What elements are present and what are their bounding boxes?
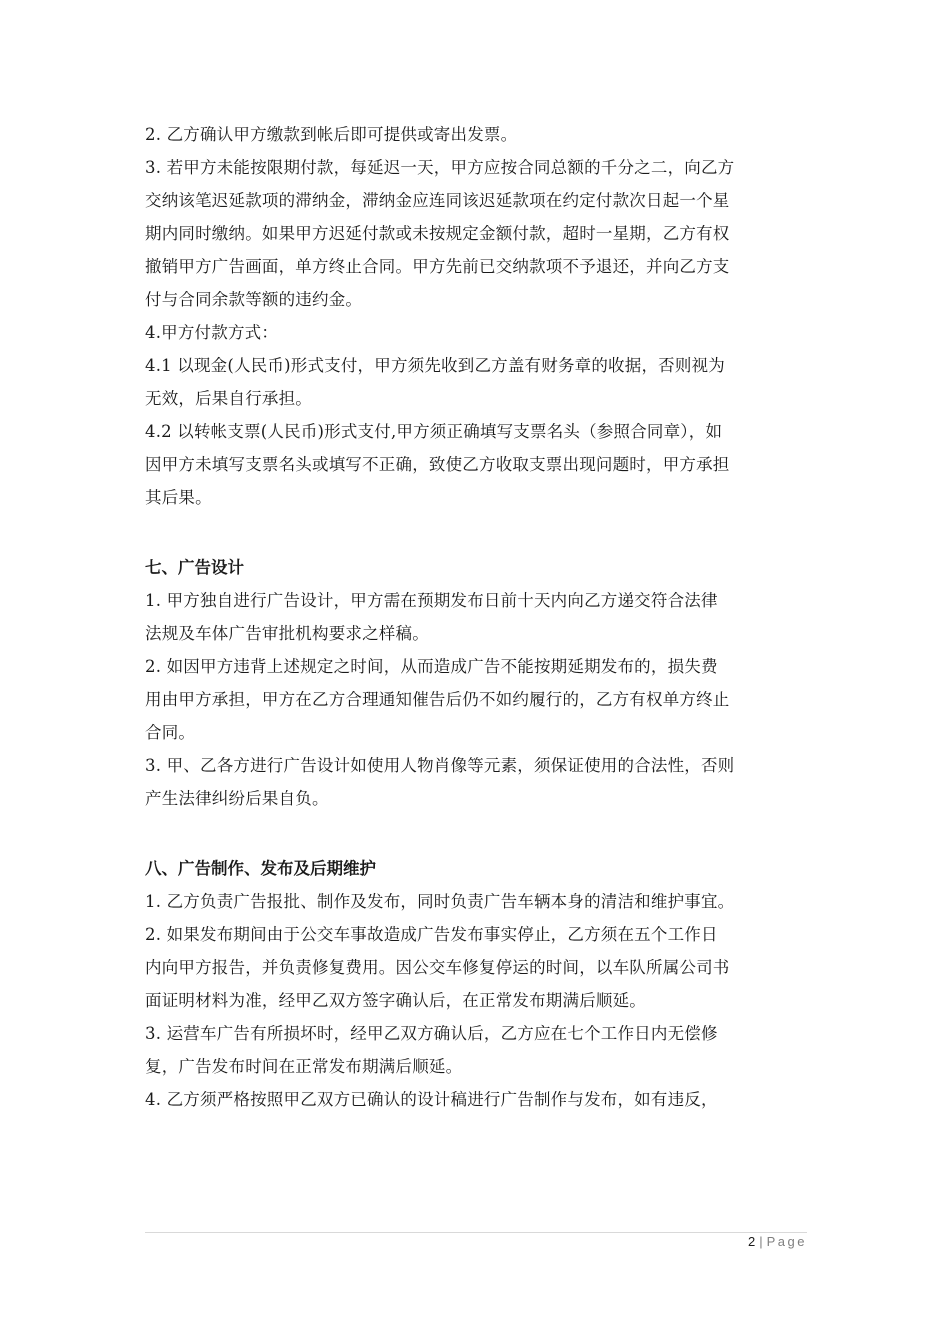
text-line: 合同。	[145, 723, 196, 742]
text-line: 交纳该笔迟延款项的滞纳金，滞纳金应连同该迟延款项在约定付款次日起一个星	[145, 191, 730, 210]
text-line: 4.甲方付款方式：	[145, 323, 279, 342]
text-line: 1. 乙方负责广告报批、制作及发布，同时负责广告车辆本身的清洁和维护事宜。	[145, 892, 735, 911]
text-line: 付与合同余款等额的违约金。	[145, 290, 363, 309]
text-line: 2. 乙方确认甲方缴款到帐后即可提供或寄出发票。	[145, 125, 518, 144]
footer-divider	[145, 1232, 807, 1233]
paragraph-gap	[145, 514, 810, 551]
footer-separator: |	[759, 1234, 763, 1249]
page-footer	[748, 1234, 807, 1249]
text-line: 无效，后果自行承担。	[145, 389, 312, 408]
text-line: 4.2 以转帐支票(人民币)形式支付,甲方须正确填写支票名头（参照合同章），如	[145, 422, 723, 441]
text-line: 产生法律纠纷后果自负。	[145, 789, 329, 808]
document-body	[145, 118, 810, 1116]
text-line: 用由甲方承担，甲方在乙方合理通知催告后仍不如约履行的，乙方有权单方终止	[145, 690, 730, 709]
text-line: 3. 运营车广告有所损坏时，经甲乙双方确认后，乙方应在七个工作日内无偿修	[145, 1024, 718, 1043]
text-line: 复，广告发布时间在正常发布期满后顺延。	[145, 1057, 463, 1076]
text-line: 2. 如因甲方违背上述规定之时间，从而造成广告不能按期延期发布的，损失费	[145, 657, 718, 676]
text-line: 2. 如果发布期间由于公交车事故造成广告发布事实停止，乙方须在五个工作日	[145, 925, 718, 944]
text-line: 内向甲方报告，并负责修复费用。因公交车修复停运的时间，以车队所属公司书	[145, 958, 730, 977]
page-number: 2	[748, 1234, 756, 1249]
text-line: 3. 甲、乙各方进行广告设计如使用人物肖像等元素，须保证使用的合法性，否则	[145, 756, 735, 775]
text-line: 1. 甲方独自进行广告设计，甲方需在预期发布日前十天内向乙方递交符合法律	[145, 591, 718, 610]
section-heading: 八、广告制作、发布及后期维护	[145, 859, 376, 878]
text-line: 其后果。	[145, 488, 212, 507]
page-label: Page	[766, 1234, 807, 1249]
section-ad-design	[145, 551, 810, 815]
text-line: 期内同时缴纳。如果甲方迟延付款或未按规定金额付款，超时一星期，乙方有权	[145, 224, 730, 243]
text-line: 法规及车体广告审批机构要求之样稿。	[145, 624, 429, 643]
text-line: 4.1 以现金(人民币)形式支付，甲方须先收到乙方盖有财务章的收据，否则视为	[145, 356, 725, 375]
section-ad-production	[145, 852, 810, 1116]
text-line: 因甲方未填写支票名头或填写不正确，致使乙方收取支票出现问题时，甲方承担	[145, 455, 730, 474]
text-line: 4. 乙方须严格按照甲乙双方已确认的设计稿进行广告制作与发布，如有违反，	[145, 1090, 718, 1109]
paragraph-block-payment	[145, 118, 810, 514]
text-line: 撤销甲方广告画面，单方终止合同。甲方先前已交纳款项不予退还，并向乙方支	[145, 257, 730, 276]
text-line: 面证明材料为准，经甲乙双方签字确认后，在正常发布期满后顺延。	[145, 991, 646, 1010]
paragraph-gap	[145, 815, 810, 852]
text-line: 3. 若甲方未能按限期付款，每延迟一天，甲方应按合同总额的千分之二，向乙方	[145, 158, 735, 177]
section-heading: 七、广告设计	[145, 558, 244, 577]
